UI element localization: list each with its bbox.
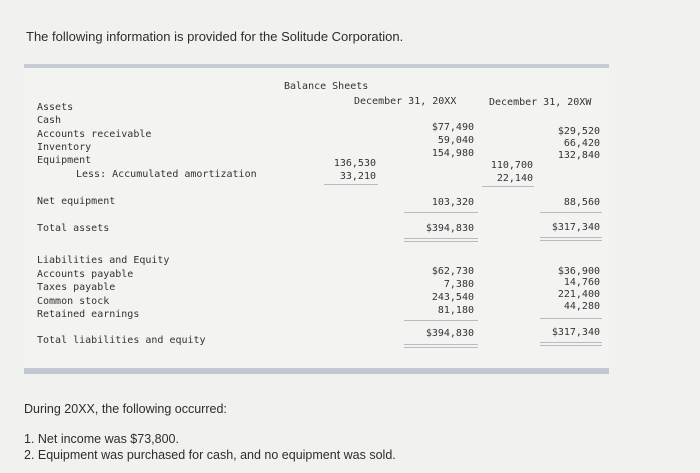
rule-equity-current [404,320,478,321]
bottom-divider [24,368,609,374]
sheet-title: Balance Sheets [284,81,369,92]
re-prior: 44,280 [563,301,600,312]
total-assets-label: Total assets [37,223,110,234]
stock-prior: 221,400 [557,289,600,300]
intro-text: The following information is provided for the Solitude Corporation. [26,29,404,44]
equipment-prior: 110,700 [490,160,533,171]
inventory-current: 154,980 [431,148,474,159]
event-1: 1. Net income was $73,800. [24,432,179,446]
rule-total-le-current-2 [404,347,478,348]
accumulated-amortization-label: Less: Accumulated amortization [76,169,257,180]
assets-heading: Assets [37,102,74,113]
total-liabilities-equity-label: Total liabilities and equity [37,335,206,346]
ap-prior: $36,900 [557,266,600,277]
net-equipment-prior: 88,560 [563,197,600,208]
accounts-receivable-label: Accounts receivable [37,129,152,140]
rule-total-le-current-1 [404,344,478,345]
inventory-label: Inventory [37,142,92,153]
rule-equity-prior [540,318,602,319]
liabilities-heading: Liabilities and Equity [37,255,170,266]
retained-earnings-label: Retained earnings [37,309,140,320]
taxes-prior: 14,760 [563,277,600,288]
re-current: 81,180 [437,305,474,316]
rule-total-le-prior-2 [540,345,602,346]
accounts-payable-label: Accounts payable [37,269,134,280]
rule-equipment-current [324,184,378,185]
column-header-current: December 31, 20XX [354,96,457,107]
rule-net-equipment-current [404,212,478,213]
inventory-prior: 132,840 [557,150,600,161]
equipment-label: Equipment [37,155,92,166]
rule-total-assets-current-1 [404,238,478,239]
accum-prior: 22,140 [496,173,533,184]
rule-net-equipment-prior [540,212,602,213]
rule-equipment-prior [482,186,534,187]
taxes-payable-label: Taxes payable [37,282,116,293]
accum-current: 33,210 [339,171,376,182]
rule-total-assets-current-2 [404,241,478,242]
rule-total-assets-prior-2 [540,240,602,241]
balance-sheet [24,68,609,368]
cash-label: Cash [37,115,62,126]
total-le-prior: $317,340 [551,327,600,338]
during-heading: During 20XX, the following occurred: [24,402,227,416]
column-header-prior: December 31, 20XW [489,97,592,108]
stock-current: 243,540 [431,292,474,303]
total-assets-prior: $317,340 [551,222,600,233]
rule-total-le-prior-1 [540,342,602,343]
net-equipment-label: Net equipment [37,196,116,207]
common-stock-label: Common stock [37,296,110,307]
total-assets-current: $394,830 [425,223,474,234]
total-le-current: $394,830 [425,328,474,339]
cash-current: $77,490 [431,122,474,133]
event-2: 2. Equipment was purchased for cash, and no equipment was sold. [24,448,396,462]
equipment-current: 136,530 [333,158,376,169]
ar-current: 59,040 [437,135,474,146]
net-equipment-current: 103,320 [431,197,474,208]
taxes-current: 7,380 [443,279,474,290]
ap-current: $62,730 [431,266,474,277]
cash-prior: $29,520 [557,126,600,137]
ar-prior: 66,420 [563,138,600,149]
rule-total-assets-prior-1 [540,237,602,238]
